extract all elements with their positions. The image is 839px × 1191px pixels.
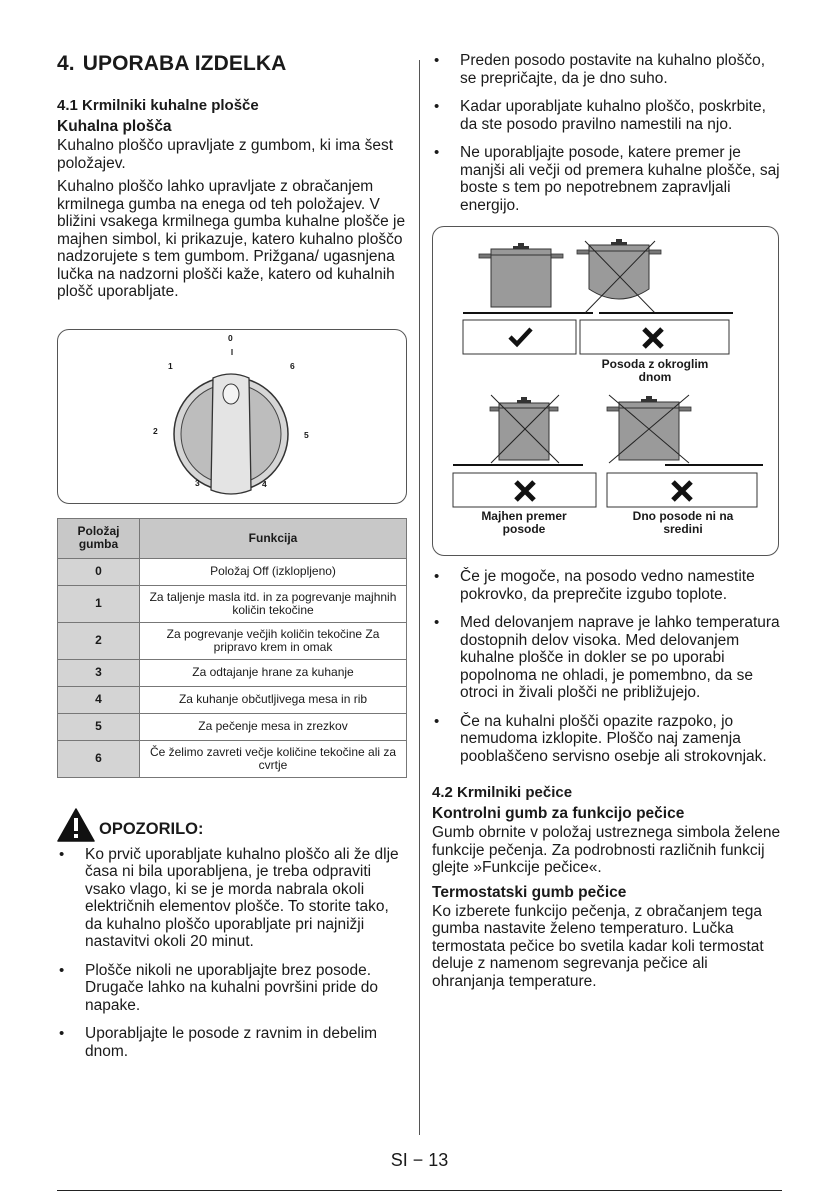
function-knob-text: Gumb obrnite v položaj ustreznega simbola želene funkcije pečenja. Za podrobnosti različnih funkcij glejte »Funkcije pečice«. xyxy=(432,824,781,876)
table-row: 0 Položaj Off (izklopljeno) xyxy=(58,558,407,585)
caption-small-diameter: Majhen premer posode xyxy=(481,509,567,536)
knob-mark-5: 5 xyxy=(304,429,309,440)
safety-list xyxy=(432,568,782,765)
cookware-list xyxy=(432,52,782,214)
oven-controls-title: 4.2 Krmilniki pečice xyxy=(432,784,573,801)
table-header-function: Funkcija xyxy=(140,518,407,558)
knob-mark-1: 1 xyxy=(168,360,173,371)
warning-title: OPOZORILO: xyxy=(99,820,204,838)
paragraph-hob-knob: Kuhalno ploščo upravljate z gumbom, ki ima šest položajev. xyxy=(57,137,393,172)
knob-illustration xyxy=(58,330,408,505)
warning-list xyxy=(57,846,407,1061)
left-column xyxy=(57,52,407,1071)
table-row: 6 Če želimo zavreti večje količine tekočine ali za cvrtje xyxy=(58,740,407,777)
list-item: • Ko prvič uporabljate kuhalno ploščo ali že dlje časa ni bila uporabljena, je treba odpraviti vsako vlago, ki se je morda nabrala okoli električnih elementov plošče. To storite tako, da kuhalno ploščo uporabljate pri najnižji nastavitvi okoli 20 minut. xyxy=(57,846,407,951)
table-row: 1 Za taljenje masla itd. in za pogrevanje majhnih količin tekočine xyxy=(58,585,407,622)
knob-mark-3: 3 xyxy=(195,477,200,488)
cookware-diagram xyxy=(432,226,779,556)
list-item: • Kadar uporabljate kuhalno ploščo, poskrbite, da ste posodo pravilno namestili na njo. xyxy=(432,98,782,133)
list-item: • Ne uporabljajte posode, katere premer je manjši ali večji od premera kuhalne plošče, saj boste s tem po nepotrebnem zapravljali energijo. xyxy=(432,144,782,214)
section-number: 4. xyxy=(57,52,75,75)
section-heading xyxy=(57,52,407,76)
list-item: • Če na kuhalni plošči opazite razpoko, jo nemudoma izklopite. Ploščo naj zamenja pooblaščeno servisno osebje ali strokovnjak. xyxy=(432,713,782,766)
caption-round-bottom: Posoda z okroglim dnom xyxy=(601,357,709,384)
table-row: 4 Za kuhanje občutljivega mesa in rib xyxy=(58,686,407,713)
list-item: • Plošče nikoli ne uporabljajte brez posode. Drugače lahko na kuhalni površini pride do napake. xyxy=(57,962,407,1015)
warning-heading xyxy=(57,808,407,842)
subsection-title: 4.1 Krmilniki kuhalne plošče xyxy=(57,97,259,114)
right-column xyxy=(432,52,782,990)
page-number: SI − 13 xyxy=(390,1150,449,1170)
list-item: • Med delovanjem naprave je lahko temperatura dostopnih delov visoka. Med delovanjem kuhalne plošče in dokler se po uporabi popolnoma ne ohladi, je pomembno, da se otroci in živali plošči ne približujejo. xyxy=(432,614,782,702)
knob-mark-0: 0 xyxy=(228,332,233,343)
caption-not-centered: Dno posode ni na sredini xyxy=(632,509,734,536)
table-row: 3 Za odtajanje hrane za kuhanje xyxy=(58,659,407,686)
section-title: UPORABA IZDELKA xyxy=(82,52,287,75)
hob-title: Kuhalna plošča xyxy=(57,118,172,135)
function-table xyxy=(57,518,407,778)
list-item: • Preden posodo postavite na kuhalno ploščo, se prepričajte, da je dno suho. xyxy=(432,52,782,87)
function-knob-title: Kontrolni gumb za funkcijo pečice xyxy=(432,805,685,822)
knob-diagram xyxy=(57,329,407,504)
list-item: • Če je mogoče, na posodo vedno namestite pokrovko, da preprečite izgubo toplote. xyxy=(432,568,782,603)
knob-mark-2: 2 xyxy=(153,425,158,436)
paragraph-hob-control: Kuhalno ploščo lahko upravljate z obračanjem krmilnega gumba na enega od teh položajev. V bližini vsakega krmilnega gumba kuhalne plošče je majhen simbol, ki prikazuje, katero kuhalno ploščo nadzorujete s tem gumbom. Prižgana/ ugasnjena lučka na nadzorni plošči kaže, katero od kuhalnih plošč uporabljate. xyxy=(57,178,406,300)
table-header-position: Položaj gumba xyxy=(58,518,140,558)
thermostat-knob-title: Termostatski gumb pečice xyxy=(432,883,627,901)
cookware-illustration xyxy=(433,227,780,557)
warning-icon xyxy=(57,808,95,842)
table-row: 5 Za pečenje mesa in zrezkov xyxy=(58,713,407,740)
knob-mark-6: 6 xyxy=(290,360,295,371)
table-row: 2 Za pogrevanje večjih količin tekočine Za pripravo krem in omak xyxy=(58,622,407,659)
thermostat-knob-text: Ko izberete funkcijo pečenja, z obračanjem tega gumba nastavite želeno temperaturo. Lučka termostata pečice bo svetila kadar koli termostat deluje z namenom segrevanja pečice ali ohranjanja temperature. xyxy=(432,902,764,990)
knob-mark-4: 4 xyxy=(262,478,267,489)
list-item: • Uporabljajte le posode z ravnim in debelim dnom. xyxy=(57,1025,407,1060)
column-divider xyxy=(419,60,420,1135)
